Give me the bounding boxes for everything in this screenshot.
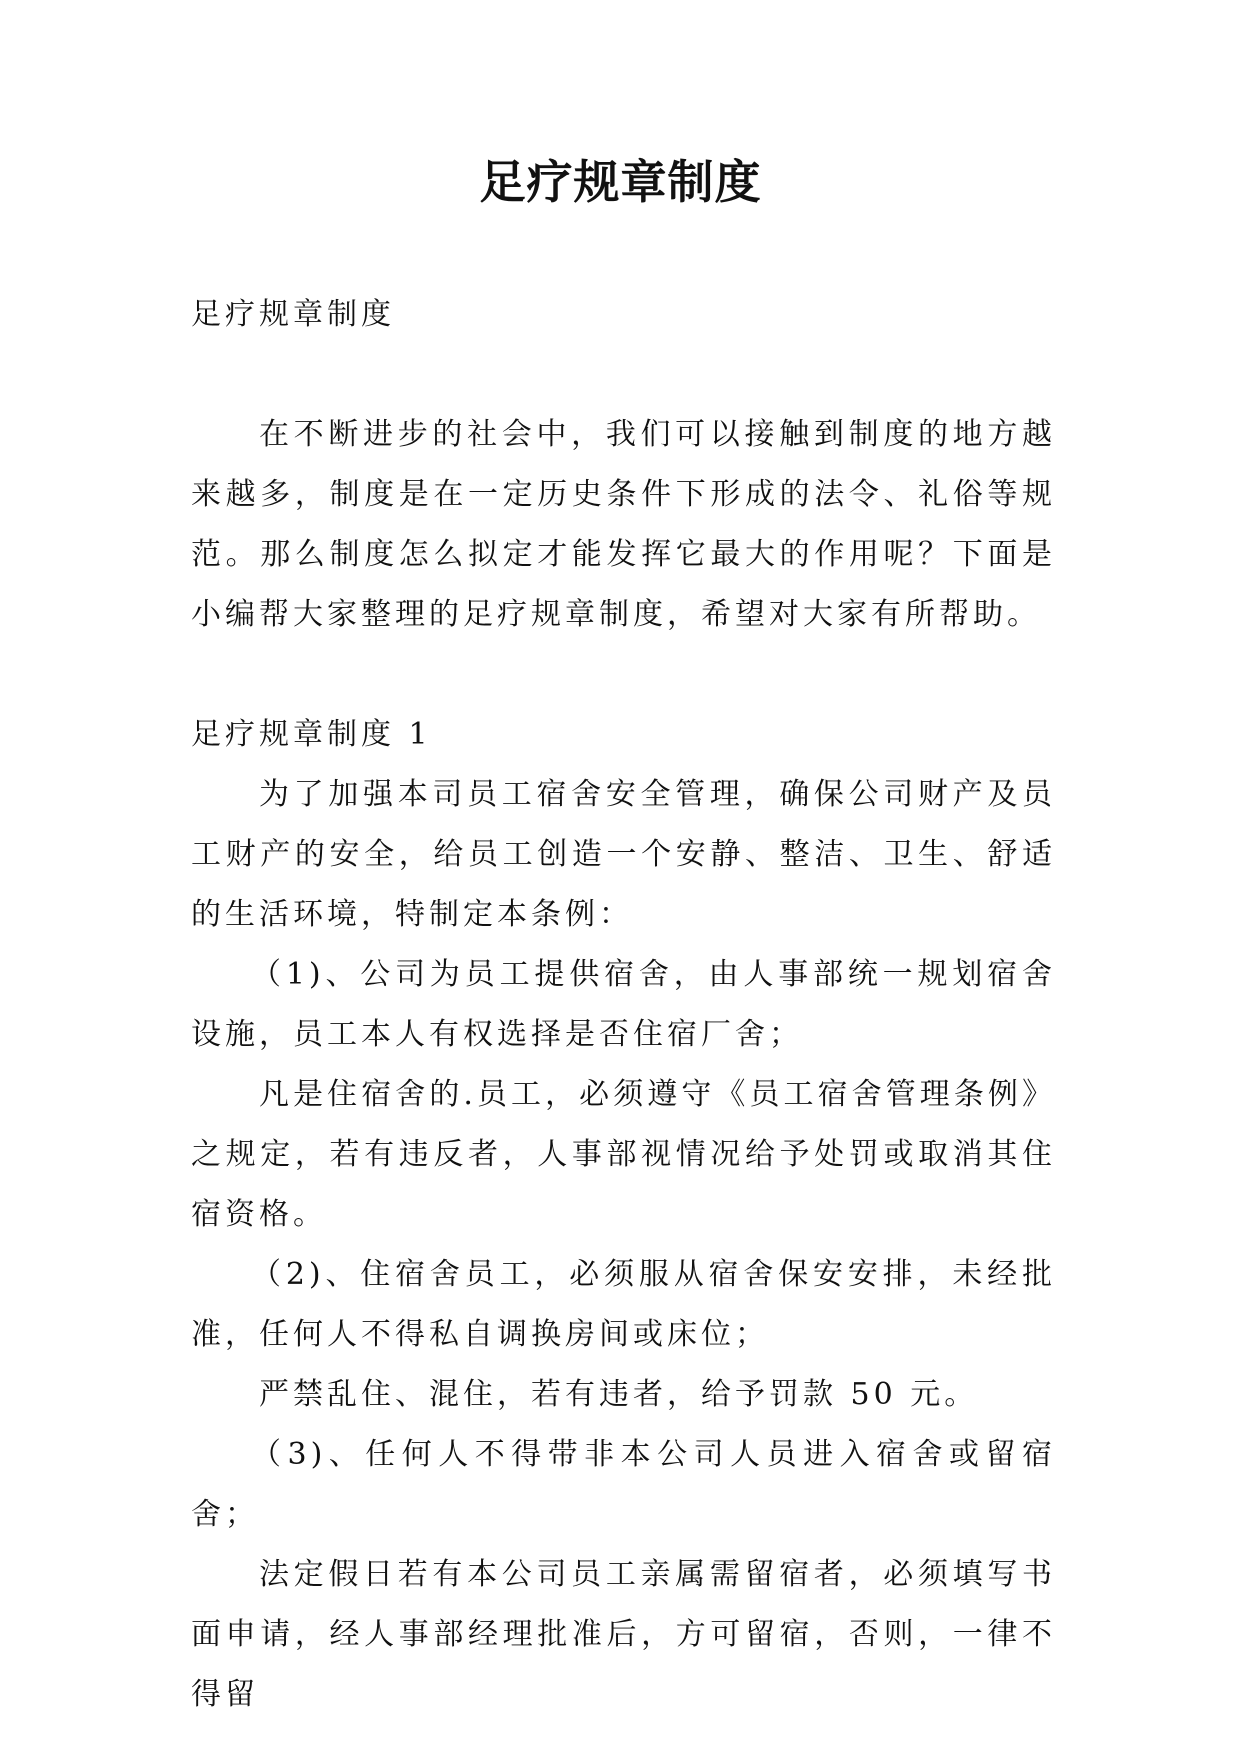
body-paragraph: 法定假日若有本公司员工亲属需留宿者，必须填写书面申请，经人事部经理批准后，方可留宿，否则，一律不得留 [191,1557,1056,1712]
section-heading: 足疗规章制度 1 [191,717,432,752]
body-paragraph: 为了加强本司员工宿舍安全管理，确保公司财产及员工财产的安全，给员工创造一个安静、整洁、卫生、舒适的生活环境，特制定本条例： [191,777,1056,932]
rule-item-3: （3)、任何人不得带非本公司人员进入宿舍或留宿舍； [191,1437,1056,1532]
document-title: 足疗规章制度 [479,155,762,209]
rule-item-2: （2)、住宿舍员工，必须服从宿舍保安安排，未经批准，任何人不得私自调换房间或床位； [191,1257,1056,1352]
rule-item-1: （1)、公司为员工提供宿舍，由人事部统一规划宿舍设施，员工本人有权选择是否住宿厂舍； [191,957,1056,1052]
intro-paragraph: 在不断进步的社会中，我们可以接触到制度的地方越来越多，制度是在一定历史条件下形成的法令、礼俗等规范。那么制度怎么拟定才能发挥它最大的作用呢？下面是小编帮大家整理的足疗规章制度，希望对大家有所帮助。 [191,417,1056,632]
body-paragraph: 凡是住宿舍的.员工，必须遵守《员工宿舍管理条例》之规定，若有违反者，人事部视情况给予处罚或取消其住宿资格。 [191,1077,1056,1232]
body-paragraph: 严禁乱住、混住，若有违者，给予罚款 50 元。 [259,1377,979,1412]
document-body [191,285,1056,1725]
document-subtitle: 足疗规章制度 [191,297,395,332]
